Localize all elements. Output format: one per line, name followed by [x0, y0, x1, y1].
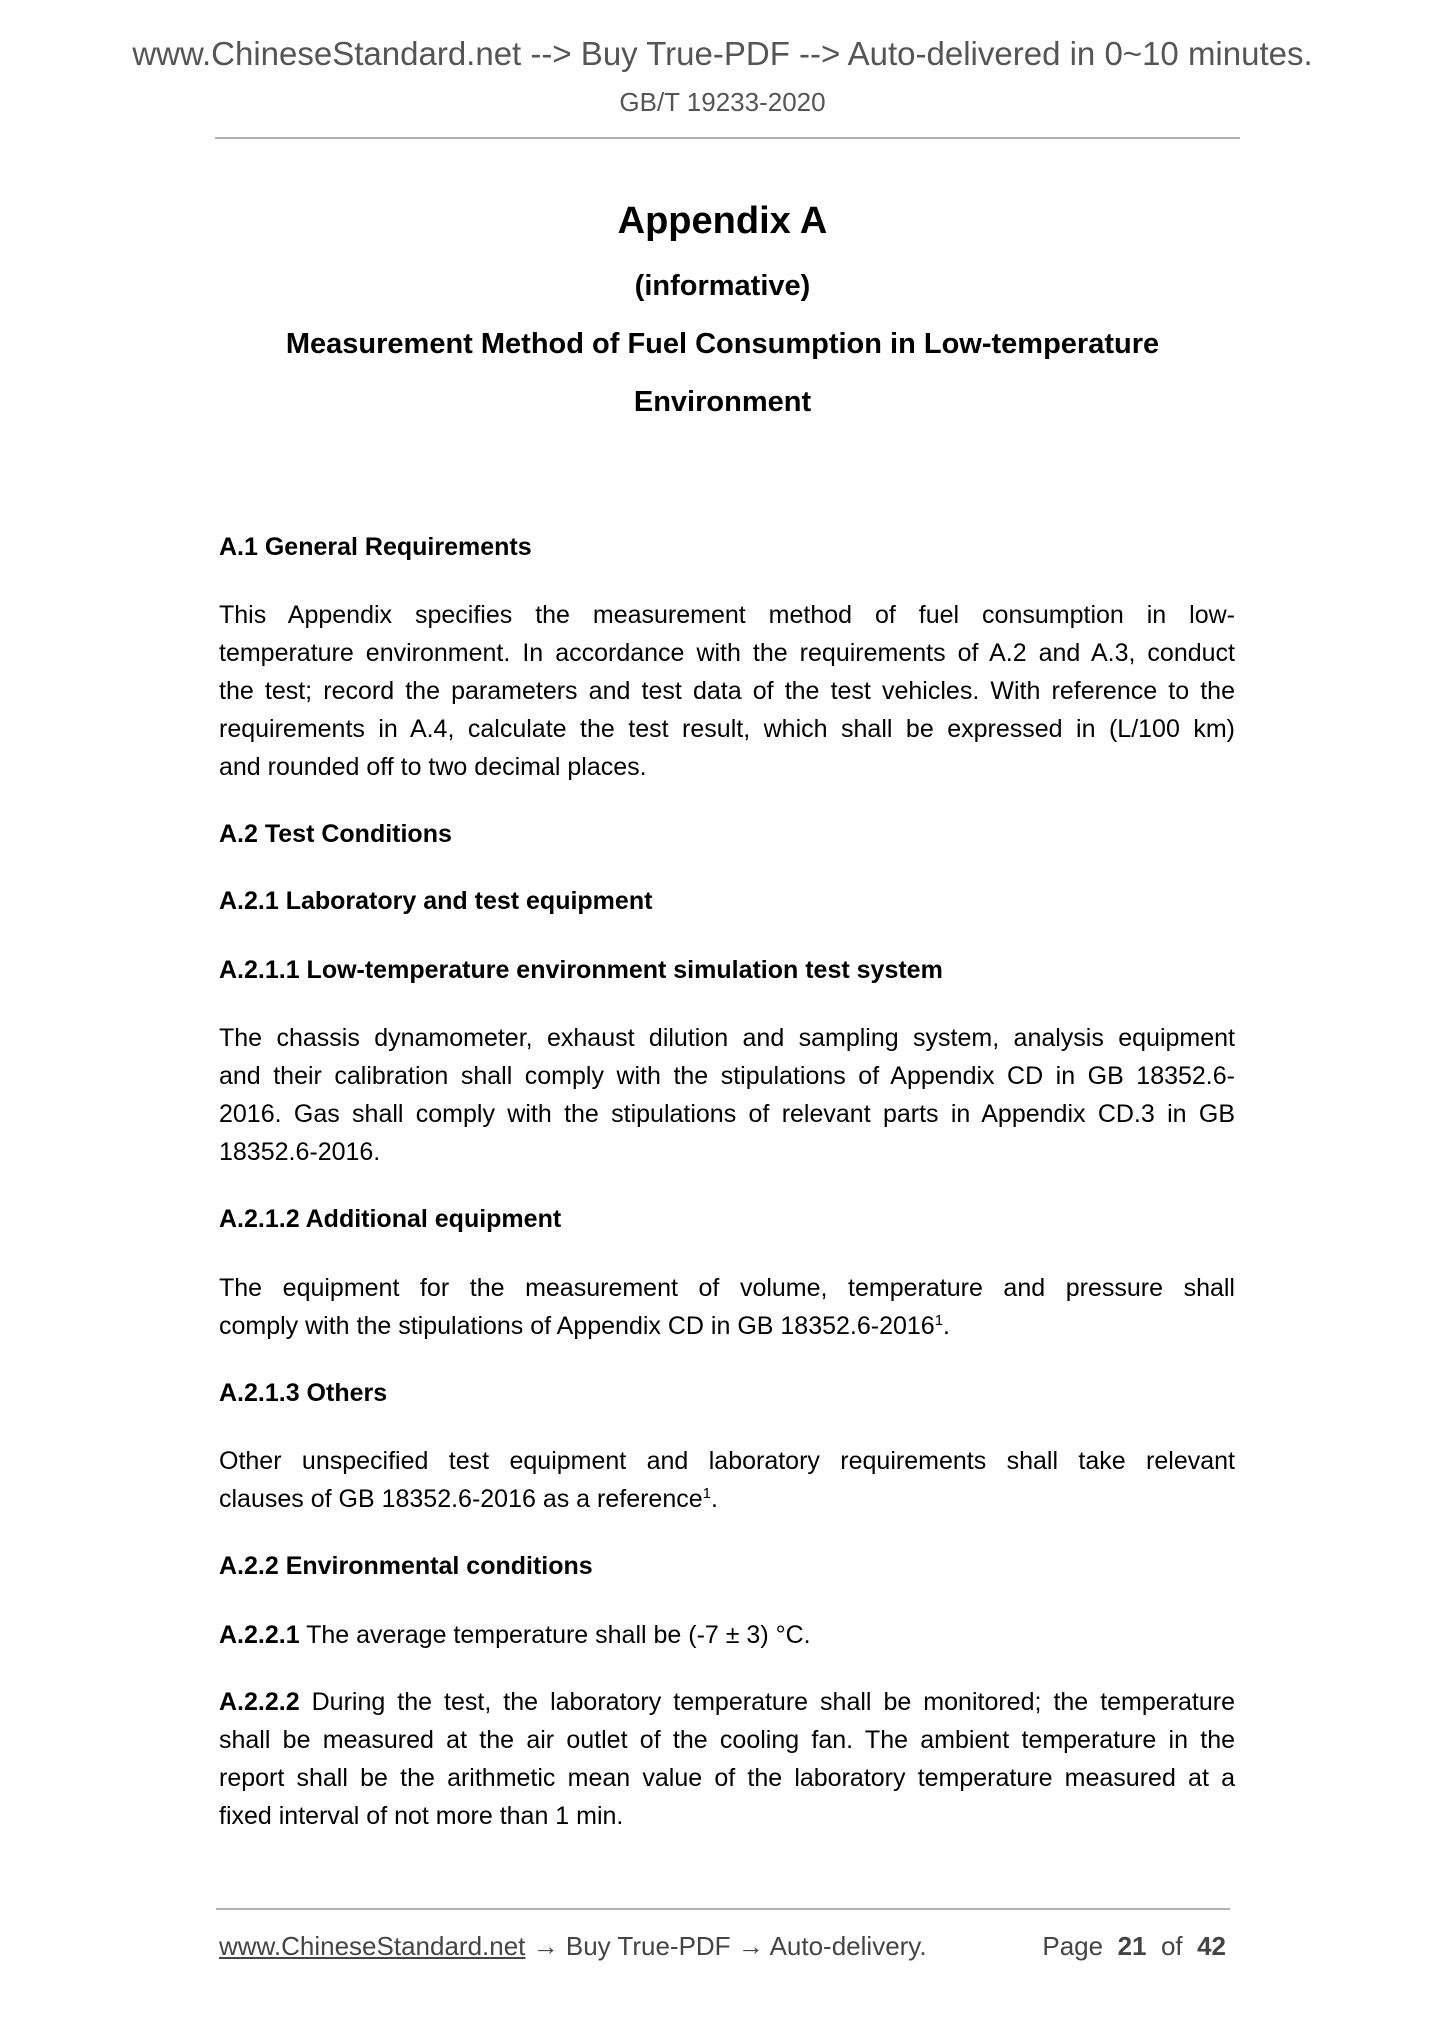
text-line: and rounded off to two decimal places.: [219, 753, 647, 781]
paragraph-a221: [219, 1616, 1235, 1654]
footnote-ref: 1: [702, 1485, 711, 1502]
of-label: of: [1160, 1931, 1183, 1961]
footnote-ref: 1: [934, 1312, 944, 1329]
document-id: GB/T 19233-2020: [619, 87, 826, 117]
current-page: 21: [1117, 1931, 1147, 1961]
footer-promo: [219, 1928, 927, 1964]
text-line: shall be measured at the air outlet of the cooling fan. The ambient temperature in the: [219, 1726, 1235, 1754]
text-line: The chassis dynamometer, exhaust dilution and sampling system, analysis equipment: [219, 1024, 1235, 1052]
paragraph-a211: [219, 1019, 1235, 1171]
footer-text: → Buy True-PDF → Auto-delivery.: [525, 1931, 927, 1961]
header-divider: [215, 137, 1240, 139]
appendix-subtitle-line1: Measurement Method of Fuel Consumption in Low-temperature: [285, 328, 1160, 360]
paragraph-a213: [219, 1442, 1235, 1518]
clause-number: A.2.2.1: [219, 1621, 300, 1649]
text-line: fixed interval of not more than 1 min.: [219, 1802, 624, 1830]
text-line: [219, 1307, 1235, 1345]
text: comply with the stipulations of Appendix CD in GB 18352.6-2016: [219, 1312, 935, 1340]
text-line: [219, 1480, 1235, 1518]
heading-a2: A.2 Test Conditions: [219, 820, 452, 848]
appendix-type: (informative): [634, 270, 811, 302]
text-line: 18352.6-2016.: [219, 1138, 381, 1166]
footer-link[interactable]: www.ChineseStandard.net: [219, 1931, 526, 1961]
text-line: [219, 1683, 1235, 1721]
footer-divider: [216, 1908, 1230, 1910]
text: The average temperature shall be (-7 ± 3) °C.: [299, 1621, 811, 1649]
text-line: the test; record the parameters and test data of the test vehicles. With reference to the: [219, 677, 1235, 705]
paragraph-a222: [219, 1683, 1235, 1835]
appendix-title: Appendix A: [617, 200, 828, 242]
text: .: [943, 1312, 950, 1340]
text-line: The equipment for the measurement of volume, temperature and pressure shall: [219, 1274, 1235, 1302]
heading-a212: A.2.1.2 Additional equipment: [219, 1205, 562, 1233]
heading-a1: A.1 General Requirements: [219, 533, 532, 561]
heading-a22: A.2.2 Environmental conditions: [219, 1552, 593, 1580]
header-banner: www.ChineseStandard.net --> Buy True-PDF --> Auto-delivered in 0~10 minutes.: [132, 35, 1313, 72]
text: clauses of GB 18352.6-2016 as a reference: [219, 1485, 703, 1513]
text: During the test, the laboratory temperature shall be monitored; the temperature: [299, 1688, 1235, 1716]
text-line: [219, 1616, 1235, 1654]
paragraph-a212: [219, 1269, 1235, 1345]
page-label: Page: [1042, 1931, 1104, 1961]
text-line: report shall be the arithmetic mean value of the laboratory temperature measured at a: [219, 1764, 1235, 1792]
heading-a21: A.2.1 Laboratory and test equipment: [219, 887, 653, 915]
heading-a213: A.2.1.3 Others: [219, 1379, 388, 1407]
total-pages: 42: [1197, 1931, 1226, 1961]
text-line: 2016. Gas shall comply with the stipulations of relevant parts in Appendix CD.3 in GB: [219, 1100, 1235, 1128]
heading-a211: A.2.1.1 Low-temperature environment simulation test system: [219, 956, 943, 984]
clause-number: A.2.2.2: [219, 1688, 300, 1716]
text: .: [711, 1485, 718, 1513]
text-line: Other unspecified test equipment and laboratory requirements shall take relevant: [219, 1447, 1235, 1475]
text-line: This Appendix specifies the measurement method of fuel consumption in low-: [219, 601, 1235, 629]
appendix-subtitle-line2: Environment: [633, 386, 812, 418]
text-line: and their calibration shall comply with the stipulations of Appendix CD in GB 18352.6-: [219, 1062, 1235, 1090]
text-line: temperature environment. In accordance with the requirements of A.2 and A.3, conduct: [219, 639, 1235, 667]
paragraph-a1: [219, 596, 1235, 786]
text-line: requirements in A.4, calculate the test result, which shall be expressed in (L/100 km): [219, 715, 1235, 743]
page-number: [1042, 1928, 1226, 1964]
